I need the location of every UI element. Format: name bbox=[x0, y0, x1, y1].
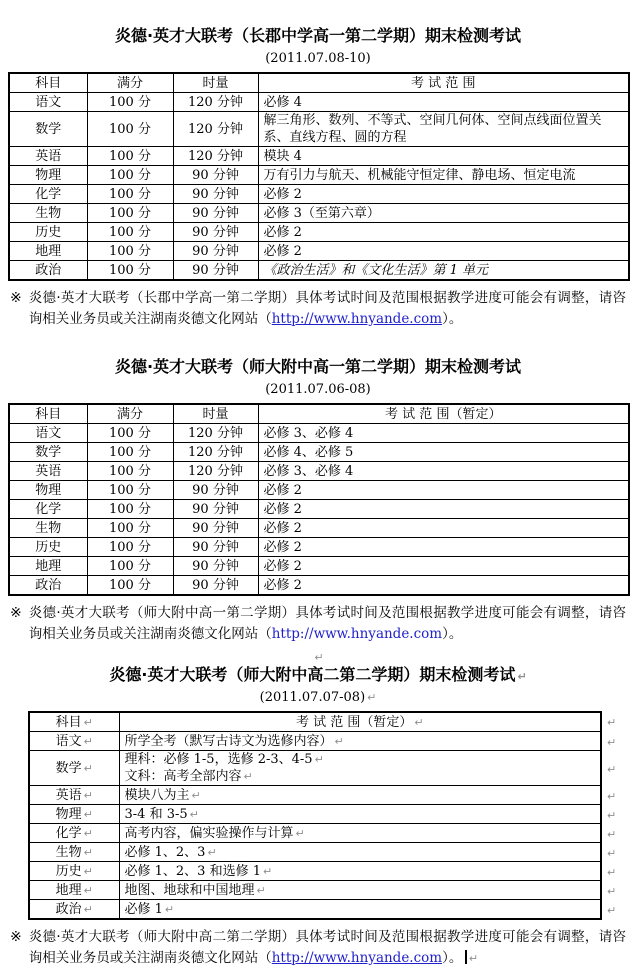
subject-cell: 地理 ↵ bbox=[29, 881, 119, 900]
table-row bbox=[9, 557, 629, 576]
value-cell: 必修 3（至第六章） bbox=[258, 204, 629, 223]
subject-cell: 化学 bbox=[9, 500, 87, 519]
hnyande-link[interactable]: http://www.hnyande.com bbox=[271, 626, 443, 642]
value-cell: 100 分 bbox=[87, 576, 173, 596]
column-header: 满分 bbox=[87, 404, 173, 424]
reference-mark: ※ bbox=[10, 290, 22, 306]
value-cell: 必修 4、必修 5 bbox=[258, 443, 629, 462]
reference-mark: ※ bbox=[10, 605, 22, 621]
exam-date-shidafuzhong-g1: (2011.07.06-08) bbox=[265, 382, 371, 397]
value-cell: 必修 1、2、3 ↵ bbox=[119, 843, 601, 862]
subject-cell: 英语 ↵ bbox=[29, 786, 119, 805]
table-row bbox=[9, 204, 629, 223]
note-text bbox=[29, 927, 626, 969]
value-cell: 100 分 bbox=[87, 261, 173, 281]
table-row bbox=[9, 261, 629, 281]
row-end-mark-icon: ↵ bbox=[607, 866, 617, 879]
column-header: 考 试 范 围（暂定） ↵ bbox=[119, 712, 601, 732]
value-cell: 必修 2 bbox=[258, 223, 629, 242]
table-row bbox=[29, 862, 601, 881]
value-cell: 90 分钟 bbox=[173, 185, 258, 204]
subject-cell: 生物 bbox=[9, 519, 87, 538]
value-cell: 120 分钟 bbox=[173, 93, 258, 112]
subject-cell: 物理 bbox=[9, 481, 87, 500]
paragraph-mark-icon: ↵ bbox=[367, 691, 377, 704]
hnyande-link[interactable]: http://www.hnyande.com bbox=[271, 311, 443, 327]
value-cell: 90 分钟 bbox=[173, 166, 258, 185]
column-header: 时量 bbox=[173, 404, 258, 424]
value-cell: 模块 4 bbox=[258, 147, 629, 166]
cell-line: 文科：高考全部内容 ↵ bbox=[124, 769, 253, 784]
note-text-after-link: ）。 bbox=[442, 950, 463, 966]
row-end-mark-icon: ↵ bbox=[607, 885, 617, 898]
subject-cell: 英语 bbox=[9, 462, 87, 481]
table-row bbox=[29, 900, 601, 920]
value-cell: 120 分钟 bbox=[173, 443, 258, 462]
value-cell: 100 分 bbox=[87, 166, 173, 185]
subject-cell: 历史 bbox=[9, 223, 87, 242]
cell-end-mark-icon: ↵ bbox=[207, 845, 217, 859]
value-cell: 必修 2 bbox=[258, 519, 629, 538]
cell-end-mark-icon: ↵ bbox=[83, 883, 93, 897]
column-header: 考 试 范 围（暂定） bbox=[258, 404, 629, 424]
row-end-marks bbox=[607, 713, 616, 921]
cell-end-mark-icon: ↵ bbox=[262, 864, 273, 878]
value-cell: 必修 1 ↵ bbox=[119, 900, 601, 920]
table-header-row bbox=[29, 712, 601, 732]
subject-cell: 英语 bbox=[9, 147, 87, 166]
reference-mark: ※ bbox=[10, 929, 22, 945]
exam-title-shidafuzhong-g1: 炎德·英才大联考（师大附中高一第二学期）期末检测考试 bbox=[114, 357, 522, 376]
value-cell: 90 分钟 bbox=[173, 500, 258, 519]
cell-end-mark-icon: ↵ bbox=[83, 761, 93, 775]
value-cell: 必修 2 bbox=[258, 481, 629, 500]
value-cell: 《政治生活》和《文化生活》第 1 单元 bbox=[258, 261, 629, 281]
table-row bbox=[9, 519, 629, 538]
table-row bbox=[9, 223, 629, 242]
exam-date-shidafuzhong-g2 bbox=[0, 689, 636, 706]
exam-date-text: (2011.07.07-08) bbox=[259, 690, 366, 705]
subject-cell: 语文 bbox=[9, 93, 87, 112]
cell-end-mark-icon: ↵ bbox=[414, 715, 424, 729]
value-cell: 必修 3、必修 4 bbox=[258, 462, 629, 481]
table-row bbox=[29, 732, 601, 751]
subject-cell: 生物 ↵ bbox=[29, 843, 119, 862]
value-cell: 所学全考（默写古诗文为选修内容） ↵ bbox=[119, 732, 601, 751]
subject-cell: 政治 bbox=[9, 576, 87, 596]
column-header: 科目 bbox=[9, 404, 87, 424]
cell-end-mark-icon: ↵ bbox=[83, 902, 93, 916]
subject-cell: 化学 ↵ bbox=[29, 824, 119, 843]
value-cell: 100 分 bbox=[87, 424, 173, 443]
cell-end-mark-icon: ↵ bbox=[83, 734, 93, 748]
value-cell: 100 分 bbox=[87, 538, 173, 557]
note-text bbox=[29, 288, 626, 330]
table-row bbox=[9, 147, 629, 166]
subject-cell: 生物 bbox=[9, 204, 87, 223]
value-cell: 高考内容，偏实验操作与计算 ↵ bbox=[119, 824, 601, 843]
row-end-mark-icon: ↵ bbox=[607, 763, 617, 776]
cell-end-mark-icon: ↵ bbox=[83, 788, 93, 802]
note-text-before-link: 炎德·英才大联考（师大附中高二第二学期）具体考试时间及范围根据教学进度可能会有调整，请咨询相关业务员或关注湖南炎德文化网站（ bbox=[28, 929, 626, 966]
value-cell: 100 分 bbox=[87, 519, 173, 538]
exam-table-wrap-shidafuzhong-g2 bbox=[28, 711, 636, 920]
value-cell: 100 分 bbox=[87, 223, 173, 242]
paragraph-mark-icon: ↵ bbox=[314, 651, 324, 664]
subject-cell: 物理 ↵ bbox=[29, 805, 119, 824]
table-row bbox=[29, 786, 601, 805]
value-cell: 90 分钟 bbox=[173, 261, 258, 281]
column-header: 满分 bbox=[87, 73, 173, 93]
value-cell: 120 分钟 bbox=[173, 462, 258, 481]
value-cell: 模块八为主 ↵ bbox=[119, 786, 601, 805]
value-cell: 必修 4 bbox=[258, 93, 629, 112]
value-cell: 必修 1、2、3 和选修 1 ↵ bbox=[119, 862, 601, 881]
value-cell: 90 分钟 bbox=[173, 223, 258, 242]
cell-end-mark-icon: ↵ bbox=[83, 826, 93, 840]
value-cell: 90 分钟 bbox=[173, 204, 258, 223]
exam-title-changjun: 炎德·英才大联考（长郡中学高一第二学期）期末检测考试 bbox=[114, 26, 522, 45]
value-cell: 必修 2 bbox=[258, 557, 629, 576]
table-row bbox=[9, 443, 629, 462]
value-cell: 必修 2 bbox=[258, 185, 629, 204]
cell-end-mark-icon: ↵ bbox=[295, 826, 305, 840]
table-row bbox=[29, 805, 601, 824]
value-cell: 100 分 bbox=[87, 112, 173, 147]
value-cell: 90 分钟 bbox=[173, 538, 258, 557]
value-cell: 120 分钟 bbox=[173, 147, 258, 166]
value-cell: 100 分 bbox=[87, 185, 173, 204]
cell-end-mark-icon: ↵ bbox=[83, 807, 93, 821]
column-header: 科目 bbox=[9, 73, 87, 93]
paragraph-mark-icon: ↵ bbox=[517, 670, 527, 683]
note-shidafuzhong-g1 bbox=[10, 603, 626, 645]
cell-end-mark-icon: ↵ bbox=[83, 715, 93, 729]
value-cell: 必修 2 bbox=[258, 500, 629, 519]
value-cell: 120 分钟 bbox=[173, 112, 258, 147]
exam-table-shidafuzhong-g2 bbox=[28, 711, 602, 920]
value-cell: 90 分钟 bbox=[173, 481, 258, 500]
value-cell: 100 分 bbox=[87, 93, 173, 112]
subject-cell: 数学 bbox=[9, 443, 87, 462]
table-row bbox=[9, 576, 629, 596]
table-row bbox=[9, 481, 629, 500]
note-text-after-link: ）。 bbox=[442, 311, 463, 327]
value-cell: 地图、地球和中国地理 ↵ bbox=[119, 881, 601, 900]
column-header: 科目 ↵ bbox=[29, 712, 119, 732]
table-row bbox=[29, 751, 601, 786]
subject-cell: 历史 bbox=[9, 538, 87, 557]
cell-end-mark-icon: ↵ bbox=[243, 770, 253, 783]
value-cell: 必修 2 bbox=[258, 242, 629, 261]
paragraph-mark-line bbox=[0, 651, 636, 665]
table-row bbox=[9, 424, 629, 443]
value-cell: 90 分钟 bbox=[173, 242, 258, 261]
paragraph-mark-icon: ↵ bbox=[468, 952, 479, 965]
value-cell: 90 分钟 bbox=[173, 557, 258, 576]
cell-line: 理科：必修 1-5，选修 2-3、4-5 ↵ bbox=[124, 752, 324, 767]
row-end-mark-icon: ↵ bbox=[607, 790, 617, 803]
cell-end-mark-icon: ↵ bbox=[83, 845, 93, 859]
subject-cell: 化学 bbox=[9, 185, 87, 204]
note-text-after-link: ）。 bbox=[442, 626, 463, 642]
cell-end-mark-icon: ↵ bbox=[314, 753, 324, 766]
table-header-row bbox=[9, 404, 629, 424]
subject-cell: 地理 bbox=[9, 242, 87, 261]
row-end-mark-icon: ↵ bbox=[607, 736, 617, 749]
subject-cell: 历史 ↵ bbox=[29, 862, 119, 881]
row-end-mark-icon: ↵ bbox=[607, 828, 617, 841]
value-cell: 100 分 bbox=[87, 443, 173, 462]
subject-cell: 物理 bbox=[9, 166, 87, 185]
value-cell bbox=[119, 751, 601, 786]
subject-cell: 政治 bbox=[9, 261, 87, 281]
exam-title-shidafuzhong-g2 bbox=[0, 665, 636, 685]
value-cell: 必修 2 bbox=[258, 576, 629, 596]
exam-table-wrap-shidafuzhong-g1 bbox=[8, 403, 636, 596]
cell-end-mark-icon: ↵ bbox=[189, 807, 199, 821]
cell-end-mark-icon: ↵ bbox=[83, 864, 93, 878]
value-cell: 100 分 bbox=[87, 500, 173, 519]
subject-cell: 语文 ↵ bbox=[29, 732, 119, 751]
table-row bbox=[9, 93, 629, 112]
value-cell: 90 分钟 bbox=[173, 519, 258, 538]
value-cell: 100 分 bbox=[87, 242, 173, 261]
value-cell: 100 分 bbox=[87, 481, 173, 500]
table-header-row bbox=[9, 73, 629, 93]
exam-table-changjun bbox=[8, 72, 630, 281]
exam-title-text: 炎德·英才大联考（师大附中高二第二学期）期末检测考试 bbox=[109, 665, 516, 684]
value-cell: 3-4 和 3-5 ↵ bbox=[119, 805, 601, 824]
subject-cell: 数学 bbox=[9, 112, 87, 147]
row-end-mark-icon: ↵ bbox=[607, 809, 617, 822]
value-cell: 必修 2 bbox=[258, 538, 629, 557]
note-shidafuzhong-g2 bbox=[10, 927, 626, 969]
note-text-before-link: 炎德·英才大联考（长郡中学高一第二学期）具体考试时间及范围根据教学进度可能会有调整，请咨询相关业务员或关注湖南炎德文化网站（ bbox=[28, 290, 626, 327]
value-cell: 100 分 bbox=[87, 147, 173, 166]
cell-end-mark-icon: ↵ bbox=[164, 902, 175, 916]
hnyande-link[interactable]: http://www.hnyande.com bbox=[271, 950, 443, 966]
cell-end-mark-icon: ↵ bbox=[256, 883, 266, 897]
note-text-before-link: 炎德·英才大联考（师大附中高一第二学期）具体考试时间及范围根据教学进度可能会有调整，请咨询相关业务员或关注湖南炎德文化网站（ bbox=[28, 605, 626, 642]
note-changjun bbox=[10, 288, 626, 330]
column-header: 考 试 范 围 bbox=[258, 73, 629, 93]
table-row bbox=[9, 538, 629, 557]
table-row bbox=[9, 500, 629, 519]
exam-table-wrap-changjun bbox=[8, 72, 636, 281]
table-row bbox=[29, 843, 601, 862]
value-cell: 万有引力与航天、机械能守恒定律、静电场、恒定电流 bbox=[258, 166, 629, 185]
table-row bbox=[29, 881, 601, 900]
column-header: 时量 bbox=[173, 73, 258, 93]
value-cell: 解三角形、数列、不等式、空间几何体、空间点线面位置关系、直线方程、圆的方程 bbox=[258, 112, 629, 147]
value-cell: 100 分 bbox=[87, 557, 173, 576]
table-row bbox=[9, 242, 629, 261]
table-row bbox=[9, 185, 629, 204]
exam-table-shidafuzhong-g1 bbox=[8, 403, 630, 596]
note-text bbox=[29, 603, 626, 645]
exam-date-changjun: (2011.07.08-10) bbox=[265, 51, 371, 66]
subject-cell: 语文 bbox=[9, 424, 87, 443]
value-cell: 100 分 bbox=[87, 462, 173, 481]
cell-end-mark-icon: ↵ bbox=[334, 734, 344, 748]
row-end-mark-icon: ↵ bbox=[607, 904, 617, 917]
table-row bbox=[9, 462, 629, 481]
row-end-mark-icon: ↵ bbox=[607, 847, 617, 860]
subject-cell: 数学 ↵ bbox=[29, 751, 119, 786]
value-cell: 100 分 bbox=[87, 204, 173, 223]
value-cell: 必修 3、必修 4 bbox=[258, 424, 629, 443]
table-row bbox=[9, 166, 629, 185]
value-cell: 90 分钟 bbox=[173, 576, 258, 596]
subject-cell: 地理 bbox=[9, 557, 87, 576]
table-row bbox=[9, 112, 629, 147]
row-end-mark-icon: ↵ bbox=[607, 716, 617, 729]
table-row bbox=[29, 824, 601, 843]
value-cell: 120 分钟 bbox=[173, 424, 258, 443]
subject-cell: 政治 ↵ bbox=[29, 900, 119, 920]
cell-end-mark-icon: ↵ bbox=[191, 788, 201, 802]
text-cursor bbox=[465, 950, 467, 964]
